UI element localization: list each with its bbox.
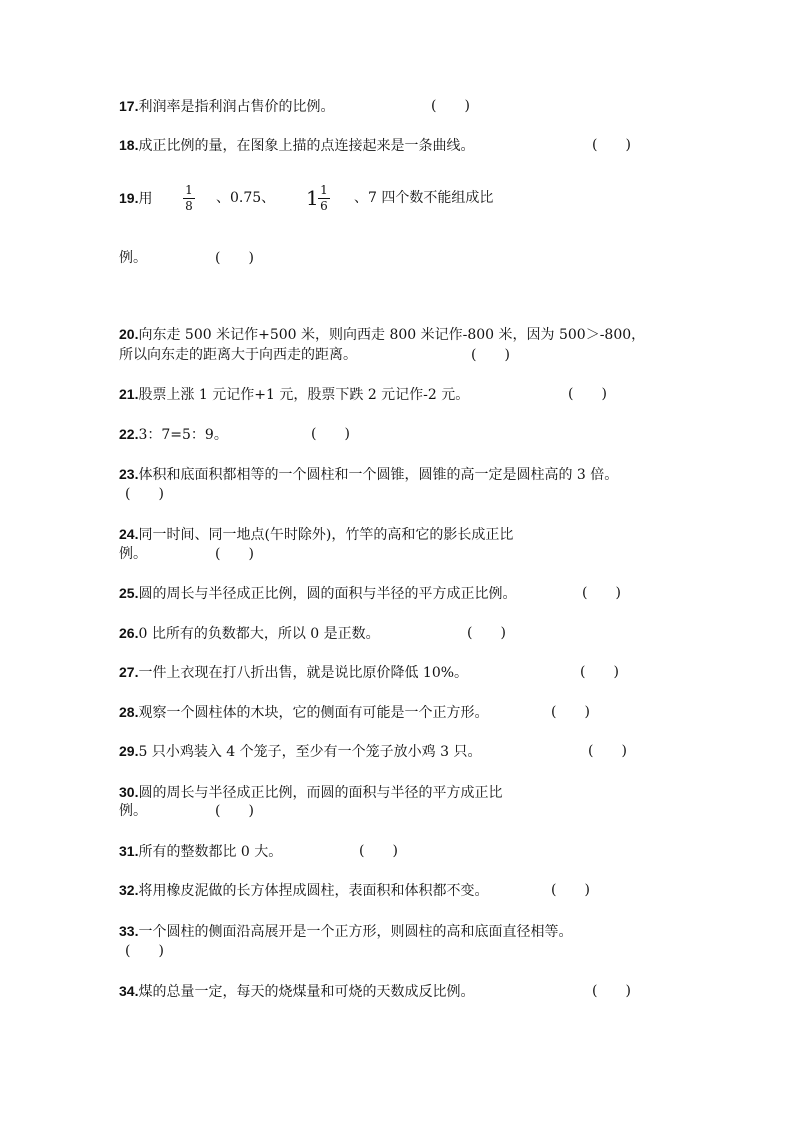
question-text: 用 [138,191,153,207]
question-text: 0 比所有的负数都大，所以 0 是正数。 [138,626,380,642]
question-text: 圆的周长与半径成正比例，而圆的面积与半径的平方成正比 [138,785,503,801]
question-25 [119,583,516,604]
question-text-line2: 例。 [119,803,147,819]
question-number: 18. [119,137,139,153]
question-text: 、7 四个数不能组成比 [354,190,494,206]
question-number: 21. [119,386,139,402]
question-28 [119,702,488,723]
question-text-line2: 例。 [119,250,147,266]
answer-blank: ( ) [592,137,631,153]
answer-blank: ( ) [551,882,590,898]
answer-blank: ( ) [467,625,506,641]
question-22 [119,424,228,445]
question-29 [119,741,481,762]
answer-blank: ( ) [568,386,607,402]
question-text: 圆的周长与半径成正比例，圆的面积与半径的平方成正比例。 [138,586,517,602]
answer-blank: ( ) [582,585,621,601]
question-text: 一个圆柱的侧面沿高展开是一个正方形，则圆柱的高和底面直径相等。 [138,924,573,940]
numerator: 1 [320,183,328,197]
answer-blank: ( ) [215,546,254,562]
question-32 [119,880,488,901]
question-number: 24. [119,526,139,542]
mixed-number-whole: 1 [306,186,319,210]
question-text: 、0.75、 [216,190,276,206]
question-text: 同一时间、同一地点(午时除外)，竹竿的高和它的影长成正比 [138,527,514,543]
question-34 [119,981,474,1002]
question-number: 33. [119,923,139,939]
question-text: 观察一个圆柱体的木块，它的侧面有可能是一个正方形。 [138,705,489,721]
question-number: 19. [119,190,139,206]
question-text: 股票上涨 1 元记作+1 元，股票下跌 2 元记作-2 元。 [138,387,470,403]
question-text: 煤的总量一定，每天的烧煤量和可烧的天数成反比例。 [138,984,475,1000]
question-23 [119,464,618,485]
question-number: 30. [119,784,139,800]
question-number: 28. [119,704,139,720]
question-26 [119,623,380,644]
answer-blank: ( ) [431,98,470,114]
denominator: 8 [185,199,193,213]
answer-blank: ( ) [580,664,619,680]
question-17 [119,96,334,117]
question-31 [119,841,282,862]
question-number: 31. [119,843,139,859]
question-number: 29. [119,743,139,759]
denominator: 6 [320,199,328,213]
question-24 [119,524,513,545]
question-27 [119,662,468,683]
question-number: 17. [119,98,139,114]
numerator: 1 [185,183,193,197]
question-text: 体积和底面积都相等的一个圆柱和一个圆锥，圆锥的高一定是圆柱高的 3 倍。 [138,467,619,483]
question-text: 成正比例的量，在图象上描的点连接起来是一条曲线。 [138,138,475,154]
answer-blank: ( ) [551,704,590,720]
question-30 [119,782,502,803]
question-text: 将用橡皮泥做的长方体捏成圆柱，表面积和体积都不变。 [138,883,489,899]
fraction-one-sixth [318,184,330,213]
question-number: 22. [119,426,139,442]
question-text-line2: 例。 [119,546,147,562]
answer-blank: ( ) [215,803,254,819]
question-33 [119,921,572,942]
question-18 [119,135,474,156]
question-text: 所有的整数都比 0 大。 [138,844,283,860]
answer-blank: ( ) [311,426,350,442]
answer-blank: ( ) [125,486,164,502]
answer-blank: ( ) [592,983,631,999]
question-text: 一件上衣现在打八折出售，就是说比原价降低 10%。 [138,665,469,681]
question-number: 26. [119,625,139,641]
question-text-line2: 所以向东走的距离大于向西走的距离。 [119,347,357,363]
fraction-one-eighth [183,184,195,213]
question-number: 23. [119,466,139,482]
answer-blank: ( ) [588,743,627,759]
question-number: 34. [119,983,139,999]
question-19 [119,188,152,209]
answer-blank: ( ) [125,943,164,959]
question-number: 32. [119,882,139,898]
question-text: 向东走 500 米记作+500 米，则向西走 800 米记作-800 米，因为 500＞-800， [138,327,646,343]
question-21 [119,384,469,405]
answer-blank: ( ) [471,347,510,363]
answer-blank: ( ) [215,250,254,266]
question-text: 3：7=5：9。 [138,427,228,443]
question-number: 27. [119,664,139,680]
question-20 [119,324,645,345]
question-text: 利润率是指利润占售价的比例。 [138,99,335,115]
question-text: 5 只小鸡装入 4 个笼子，至少有一个笼子放小鸡 3 只。 [138,744,482,760]
question-number: 25. [119,585,139,601]
answer-blank: ( ) [359,843,398,859]
question-number: 20. [119,326,139,342]
